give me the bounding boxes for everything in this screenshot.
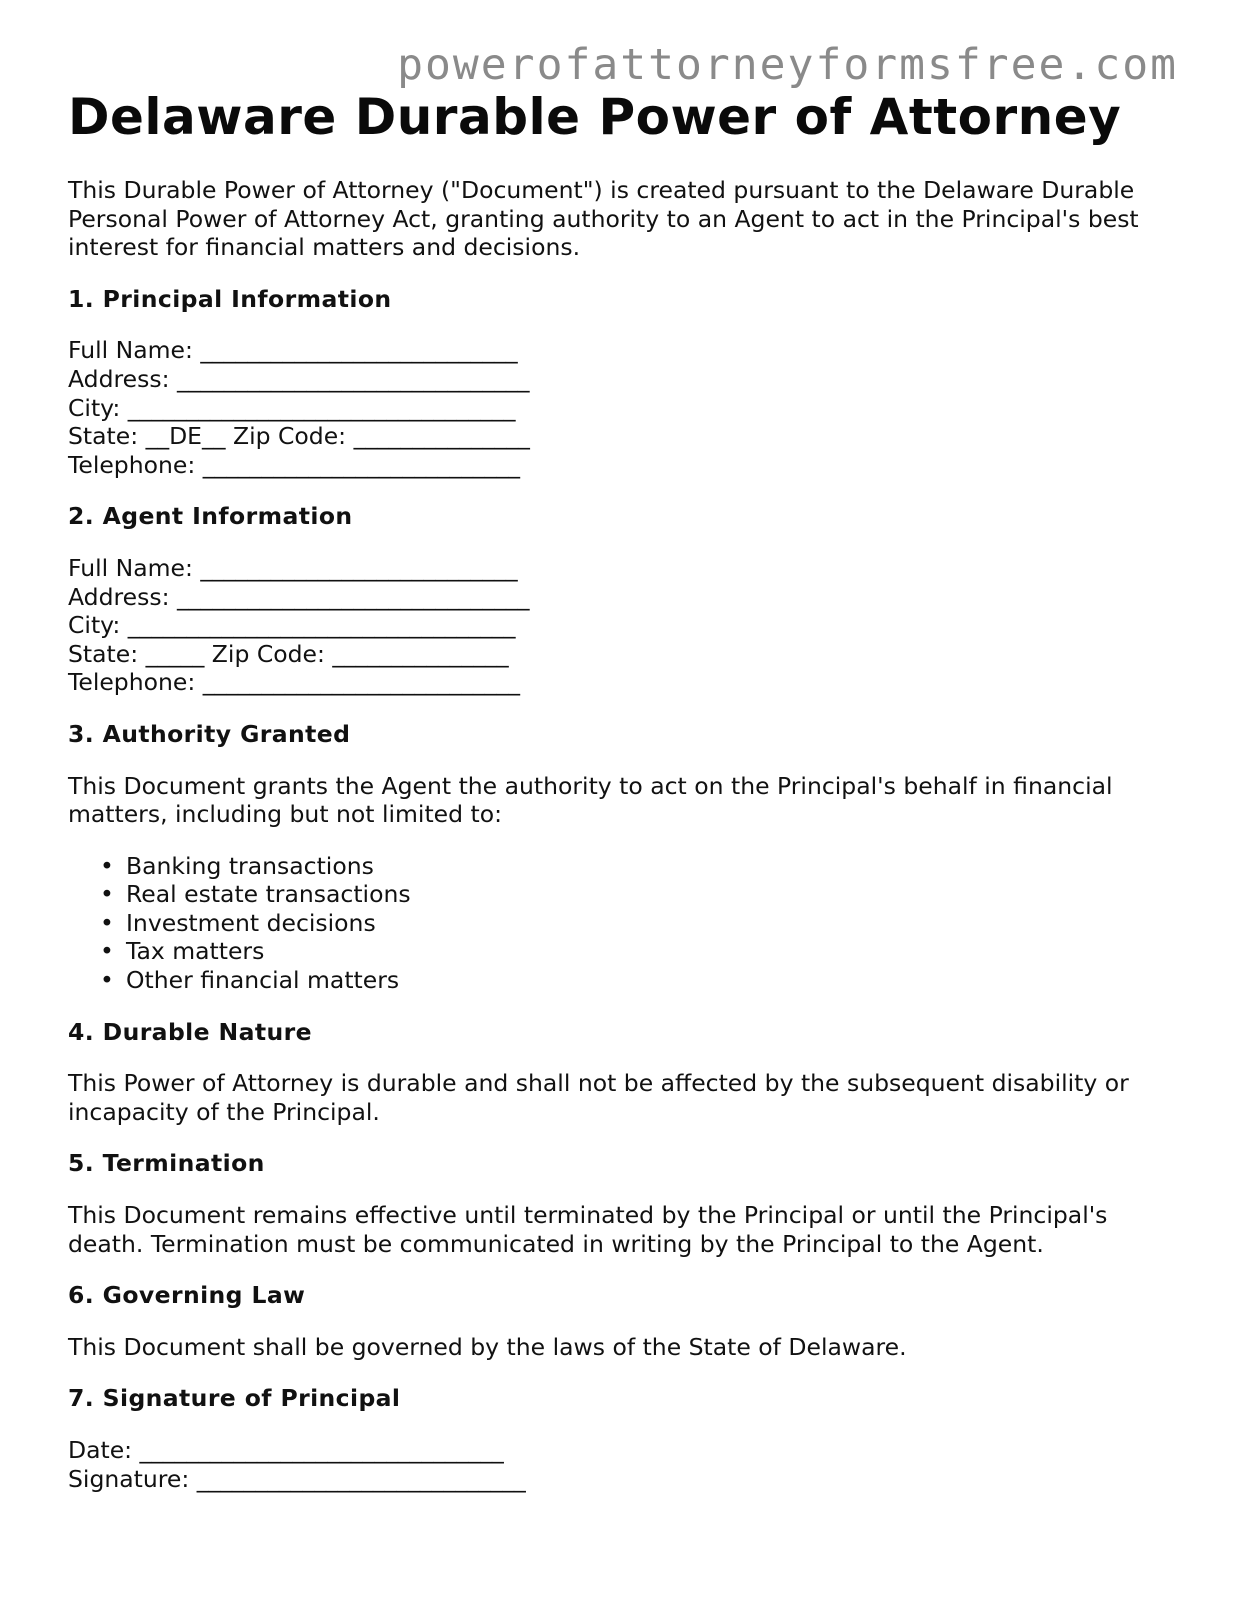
spacer bbox=[68, 829, 1178, 852]
site-watermark: powerofattorneyformsfree.com bbox=[397, 40, 1178, 90]
principal-full-name-field[interactable]: Full Name: ___________________________ bbox=[68, 336, 518, 365]
spacer bbox=[68, 1178, 1178, 1201]
agent-fields bbox=[68, 554, 1178, 697]
signature-fields bbox=[68, 1436, 1178, 1493]
agent-address-field[interactable]: Address: ______________________________ bbox=[68, 582, 530, 611]
spacer bbox=[68, 1046, 1178, 1069]
document-page bbox=[68, 88, 1178, 1493]
section-heading-governing-law: 6. Governing Law bbox=[68, 1281, 306, 1310]
principal-telephone-field[interactable]: Telephone: ___________________________ bbox=[68, 450, 520, 479]
spacer bbox=[68, 313, 1178, 336]
spacer bbox=[68, 262, 1178, 285]
principal-fields bbox=[68, 336, 1178, 479]
agent-telephone-field[interactable]: Telephone: ___________________________ bbox=[68, 668, 520, 697]
spacer bbox=[68, 995, 1178, 1018]
spacer bbox=[68, 479, 1178, 502]
principal-city-field[interactable]: City: _________________________________ bbox=[68, 393, 516, 422]
list-item: • Real estate transactions bbox=[126, 880, 1178, 909]
spacer bbox=[68, 531, 1178, 554]
authority-paragraph: This Document grants the Agent the authority to act on the Principal's behalf in financial matters, including but not limited to: bbox=[68, 771, 1113, 829]
principal-state-zip-field[interactable]: State: __DE__ Zip Code: _______________ bbox=[68, 422, 530, 451]
agent-full-name-field[interactable]: Full Name: ___________________________ bbox=[68, 553, 518, 582]
durable-nature-paragraph: This Power of Attorney is durable and shall not be affected by the subsequent disability or incapacity of the Principal. bbox=[68, 1069, 1129, 1126]
list-item: • Banking transactions bbox=[126, 852, 1178, 881]
spacer bbox=[68, 1361, 1178, 1384]
section-heading-signature-of-principal: 7. Signature of Principal bbox=[68, 1384, 401, 1413]
spacer bbox=[68, 1310, 1178, 1333]
intro-paragraph: This Durable Power of Attorney ("Document") is created pursuant to the Delaware Durable Personal Power of Attorney Act, granting authority to an Agent to act in the Principal's best interest for financial matters and decisions. bbox=[68, 176, 1139, 262]
section-heading-principal-information: 1. Principal Information bbox=[68, 284, 392, 313]
agent-city-field[interactable]: City: _________________________________ bbox=[68, 611, 516, 640]
document-title: Delaware Durable Power of Attorney bbox=[68, 88, 1122, 146]
principal-address-field[interactable]: Address: ______________________________ bbox=[68, 364, 530, 393]
governing-law-paragraph: This Document shall be governed by the laws of the State of Delaware. bbox=[68, 1332, 907, 1361]
spacer bbox=[68, 1413, 1178, 1436]
agent-state-zip-field[interactable]: State: _____ Zip Code: _______________ bbox=[68, 639, 509, 668]
spacer bbox=[68, 1126, 1178, 1149]
section-heading-durable-nature: 4. Durable Nature bbox=[68, 1017, 312, 1046]
section-heading-authority-granted: 3. Authority Granted bbox=[68, 719, 351, 748]
section-heading-termination: 5. Termination bbox=[68, 1149, 265, 1178]
termination-paragraph: This Document remains effective until terminated by the Principal or until the Principal's death. Termination must be communicated in writing by the Principal to the Agent. bbox=[68, 1201, 1108, 1258]
spacer bbox=[68, 1258, 1178, 1281]
authority-list bbox=[68, 852, 1178, 995]
spacer bbox=[68, 697, 1178, 720]
spacer bbox=[68, 749, 1178, 772]
list-item: • Other financial matters bbox=[126, 966, 1178, 995]
list-item: • Investment decisions bbox=[126, 909, 1178, 938]
signature-field[interactable]: Signature: ____________________________ bbox=[68, 1464, 526, 1493]
list-item: • Tax matters bbox=[126, 937, 1178, 966]
section-heading-agent-information: 2. Agent Information bbox=[68, 502, 353, 531]
date-field[interactable]: Date: _______________________________ bbox=[68, 1436, 504, 1464]
